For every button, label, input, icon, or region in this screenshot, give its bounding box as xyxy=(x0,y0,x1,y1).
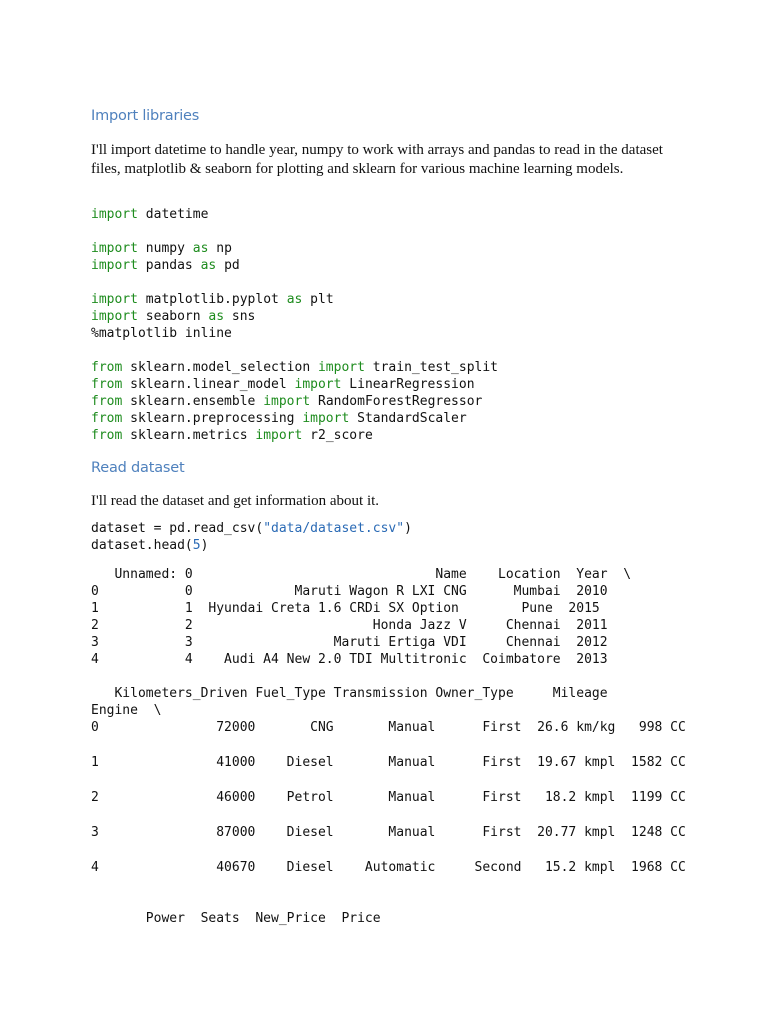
code-line: import matplotlib.pyplot as plt xyxy=(91,292,334,307)
code-line: from sklearn.linear_model import LinearRegression xyxy=(91,377,475,392)
output-row: 1 41000 Diesel Manual First 19.67 kmpl 1582 CC xyxy=(91,755,686,770)
output-row: 3 3 Maruti Ertiga VDI Chennai 2012 xyxy=(91,635,608,650)
section-heading-read-dataset: Read dataset xyxy=(91,460,185,476)
output-blank-line xyxy=(91,806,686,824)
code-line: import pandas as pd xyxy=(91,258,240,273)
output-row: 4 40670 Diesel Automatic Second 15.2 kmpl 1968 CC xyxy=(91,860,686,875)
section-heading-import-libraries: Import libraries xyxy=(91,108,200,124)
output-row: 3 87000 Diesel Manual First 20.77 kmpl 1248 CC xyxy=(91,825,686,840)
output-header-line: Kilometers_Driven Fuel_Type Transmission Owner_Type Mileage xyxy=(91,686,608,701)
output-row: 4 4 Audi A4 New 2.0 TDI Multitronic Coimbatore 2013 xyxy=(91,652,608,667)
code-line: dataset.head(5) xyxy=(91,538,209,553)
code-line: from sklearn.metrics import r2_score xyxy=(91,428,373,443)
output-row: 0 72000 CNG Manual First 26.6 km/kg 998 CC xyxy=(91,720,686,735)
code-blank-line xyxy=(91,223,498,240)
output-blank-line xyxy=(91,876,686,894)
output-blank-line xyxy=(91,736,686,754)
output-table-block-3 xyxy=(91,910,381,927)
output-row: 2 46000 Petrol Manual First 18.2 kmpl 1199 CC xyxy=(91,790,686,805)
section-paragraph-read-dataset: I'll read the dataset and get information about it. xyxy=(91,493,380,509)
output-blank-line xyxy=(91,841,686,859)
output-header-line: Power Seats New_Price Price xyxy=(91,911,381,926)
output-table-block-1 xyxy=(91,566,631,668)
code-blank-line xyxy=(91,342,498,359)
code-line: from sklearn.preprocessing import StandardScaler xyxy=(91,411,467,426)
output-header-line: Unnamed: 0 Name Location Year \ xyxy=(91,567,632,582)
code-line: %matplotlib inline xyxy=(91,326,232,341)
code-line: from sklearn.ensemble import RandomForestRegressor xyxy=(91,394,483,409)
code-line: import numpy as np xyxy=(91,241,232,256)
code-cell-read-dataset xyxy=(91,520,412,554)
code-line: dataset = pd.read_csv("data/dataset.csv") xyxy=(91,521,412,536)
output-row: 0 0 Maruti Wagon R LXI CNG Mumbai 2010 xyxy=(91,584,608,599)
code-cell-imports xyxy=(91,206,498,444)
output-table-block-2 xyxy=(91,685,686,894)
output-header-line: Engine \ xyxy=(91,703,162,718)
output-blank-line xyxy=(91,771,686,789)
output-row: 1 1 Hyundai Creta 1.6 CRDi SX Option Pune 2015 xyxy=(91,601,600,616)
code-blank-line xyxy=(91,274,498,291)
code-line: from sklearn.model_selection import train_test_split xyxy=(91,360,499,375)
section-paragraph-import-libraries: I'll import datetime to handle year, numpy to work with arrays and pandas to read in the dataset files, matplotlib & seaborn for plotting and sklearn for various machine learning models. xyxy=(91,142,663,177)
output-row: 2 2 Honda Jazz V Chennai 2011 xyxy=(91,618,608,633)
code-line: import datetime xyxy=(91,207,209,222)
code-line: import seaborn as sns xyxy=(91,309,256,324)
